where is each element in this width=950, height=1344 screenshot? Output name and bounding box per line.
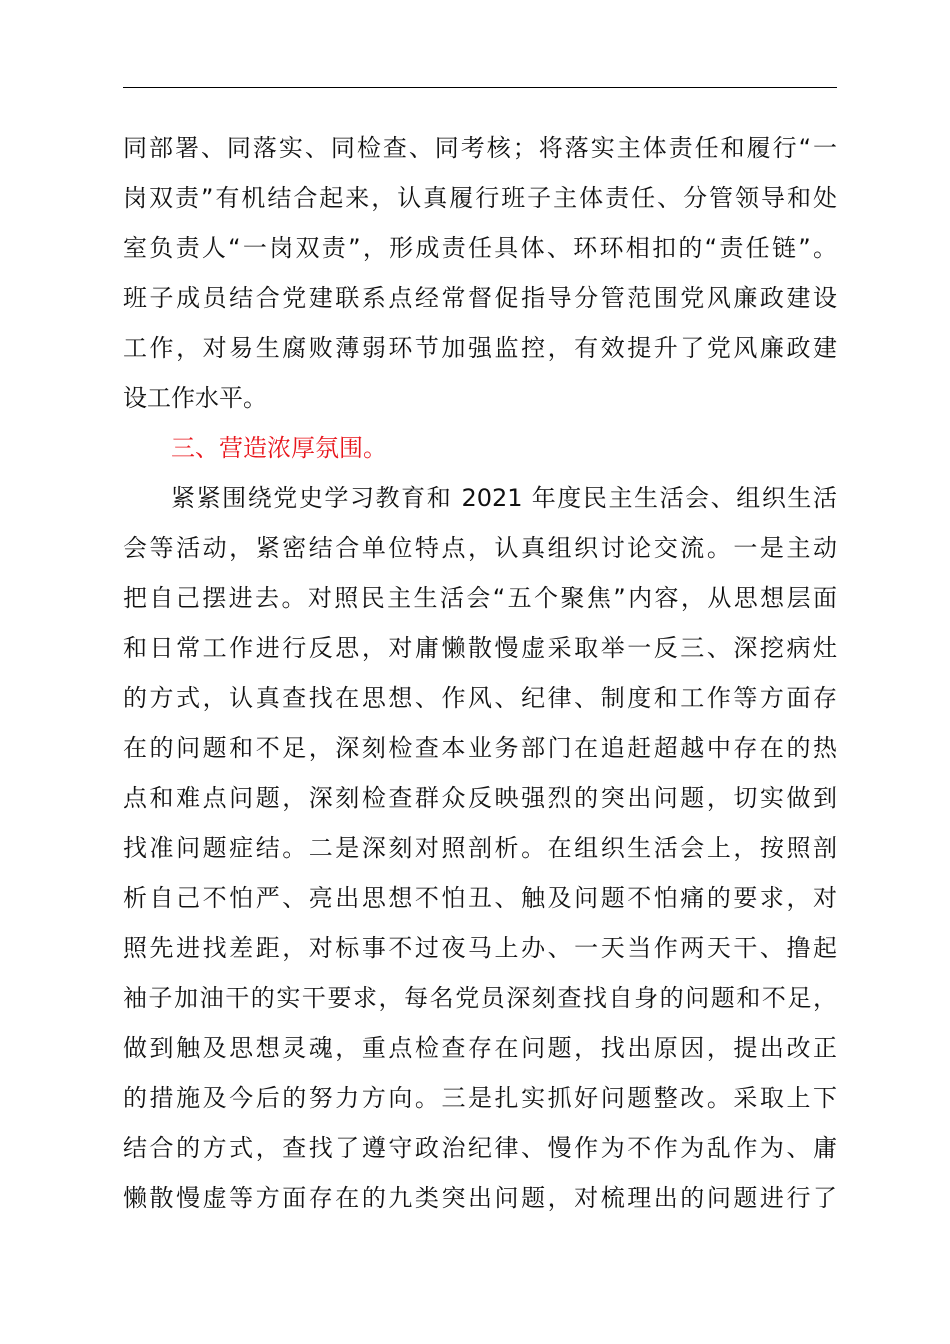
text-line: 点和难点问题，深刻检查群众反映强烈的突出问题，切实做到 [123, 784, 837, 812]
header-rule [123, 87, 837, 88]
text-line: 结合的方式，查找了遵守政治纪律、慢作为不作为乱作为、庸 [123, 1134, 837, 1162]
text-line: 设工作水平。 [123, 384, 267, 412]
text-line: 室负责人“一岗双责”，形成责任具体、环环相扣的“责任链”。 [123, 234, 837, 262]
text-line: 和日常工作进行反思，对庸懒散慢虚采取举一反三、深挖病灶 [123, 634, 837, 662]
document-body [123, 123, 837, 1223]
text-line: 同部署、同落实、同检查、同考核；将落实主体责任和履行“一 [123, 134, 837, 162]
text-line: 把自己摆进去。对照民主生活会“五个聚焦”内容，从思想层面 [123, 584, 837, 612]
section-heading: 三、营造浓厚氛围。 [171, 434, 387, 462]
text-line: 懒散慢虚等方面存在的九类突出问题，对梳理出的问题进行了 [123, 1184, 837, 1212]
text-line: 析自己不怕严、亮出思想不怕丑、触及问题不怕痛的要求，对 [123, 884, 837, 912]
text-line: 岗双责”有机结合起来，认真履行班子主体责任、分管领导和处 [123, 184, 837, 212]
text-line: 工作，对易生腐败薄弱环节加强监控，有效提升了党风廉政建 [123, 334, 837, 362]
paragraph-continuation [123, 123, 837, 423]
text-line: 的措施及今后的努力方向。三是扎实抓好问题整改。采取上下 [123, 1084, 837, 1112]
text-line: 袖子加油干的实干要求，每名党员深刻查找自身的问题和不足， [123, 984, 837, 1012]
text-line: 的方式，认真查找在思想、作风、纪律、制度和工作等方面存 [123, 684, 837, 712]
text-line: 紧紧围绕党史学习教育和 2021 年度民主生活会、组织生活 [171, 484, 837, 512]
paragraph-atmosphere [123, 473, 837, 1223]
text-line: 在的问题和不足，深刻检查本业务部门在追赶超越中存在的热 [123, 734, 837, 762]
text-line: 找准问题症结。二是深刻对照剖析。在组织生活会上，按照剖 [123, 834, 837, 862]
text-line: 照先进找差距，对标事不过夜马上办、一天当作两天干、撸起 [123, 934, 837, 962]
text-line: 做到触及思想灵魂，重点检查存在问题，找出原因，提出改正 [123, 1034, 837, 1062]
text-line: 会等活动，紧密结合单位特点，认真组织讨论交流。一是主动 [123, 534, 837, 562]
text-line: 班子成员结合党建联系点经常督促指导分管范围党风廉政建设 [123, 284, 837, 312]
